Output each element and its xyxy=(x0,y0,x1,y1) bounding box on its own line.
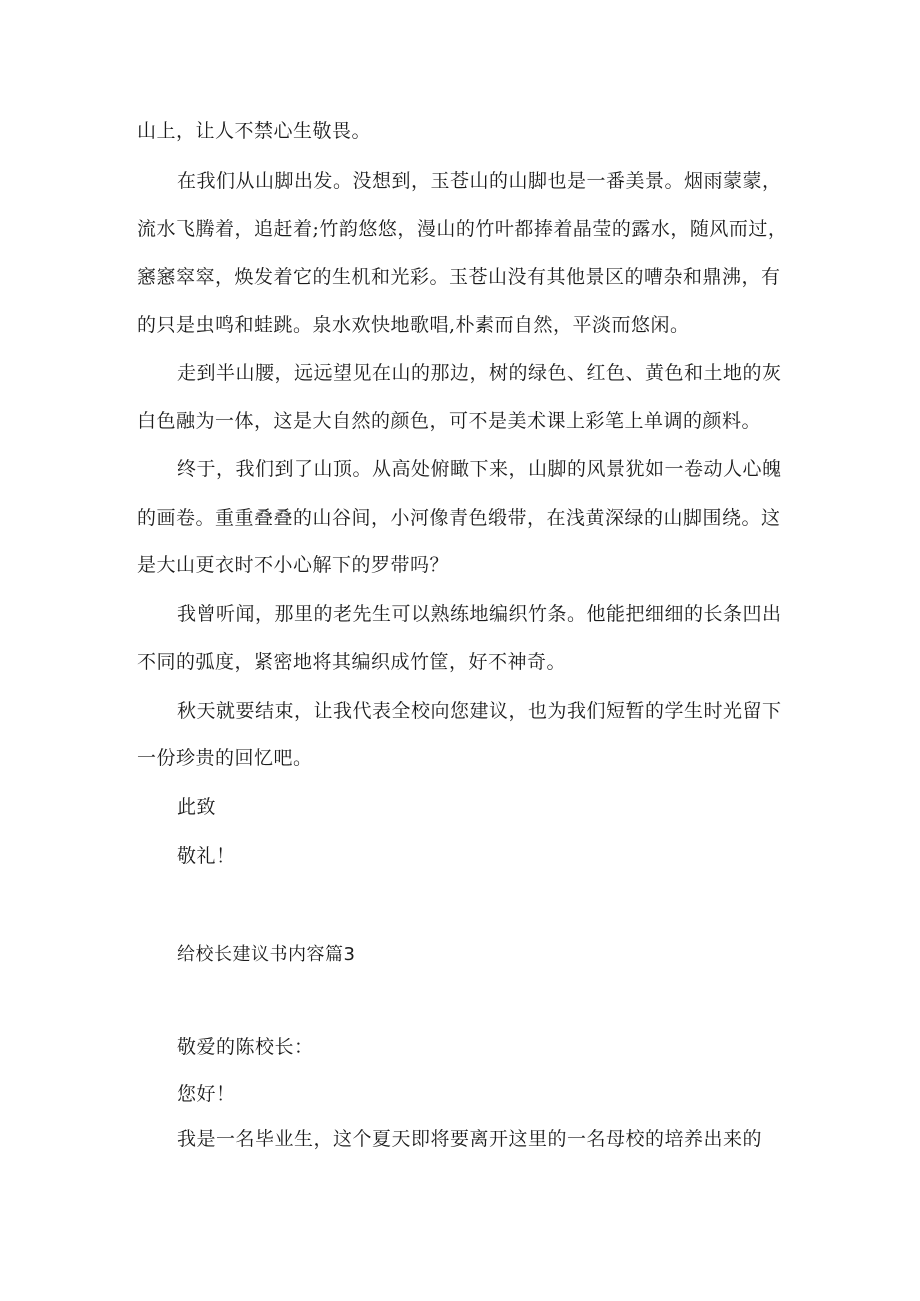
text-line: 在我们从山脚出发。没想到，玉苍山的山脚也是一番美景。烟雨蒙蒙， xyxy=(177,170,782,192)
section-heading: 给校长建议书内容篇3 xyxy=(177,944,356,965)
text-line: 白色融为一体，这是大自然的颜色，可不是美术课上彩笔上单调的颜料。 xyxy=(137,410,762,432)
closing-salutation: 此致 xyxy=(177,796,217,818)
text-line: 走到半山腰，远远望见在山的那边，树的绿色、红色、黄色和土地的灰 xyxy=(177,362,782,384)
closing-regards: 敬礼！ xyxy=(177,845,236,867)
text-line: 窸窸窣窣，焕发着它的生机和光彩。玉苍山没有其他景区的嘈杂和鼎沸，有 xyxy=(137,266,781,288)
text-line: 我曾听闻，那里的老先生可以熟练地编织竹条。他能把细细的长条凹出 xyxy=(177,603,782,625)
text-line: 一份珍贵的回忆吧。 xyxy=(137,747,313,769)
text-line: 终于，我们到了山顶。从高处俯瞰下来，山脚的风景犹如一卷动人心魄 xyxy=(177,458,782,480)
text-line: 流水飞腾着，追赶着;竹韵悠悠，漫山的竹叶都捧着晶莹的露水，随风而过， xyxy=(137,218,788,240)
letter-greeting: 您好！ xyxy=(177,1083,236,1105)
text-line: 的只是虫鸣和蛙跳。泉水欢快地歌唱,朴素而自然，平淡而悠闲。 xyxy=(137,314,690,336)
letter-salutation: 敬爱的陈校长： xyxy=(177,1036,314,1058)
text-line: 秋天就要结束，让我代表全校向您建议，也为我们短暂的学生时光留下 xyxy=(177,700,782,722)
text-line: 是大山更衣时不小心解下的罗带吗？ xyxy=(137,554,450,576)
text-line: 我是一名毕业生，这个夏天即将要离开这里的一名母校的培养出来的 xyxy=(177,1128,763,1150)
text-line: 的画卷。重重叠叠的山谷间，小河像青色缎带，在浅黄深绿的山脚围绕。这 xyxy=(137,507,781,529)
text-line: 山上，让人不禁心生敬畏。 xyxy=(137,120,372,142)
text-line: 不同的弧度，紧密地将其编织成竹筐，好不神奇。 xyxy=(137,651,567,673)
